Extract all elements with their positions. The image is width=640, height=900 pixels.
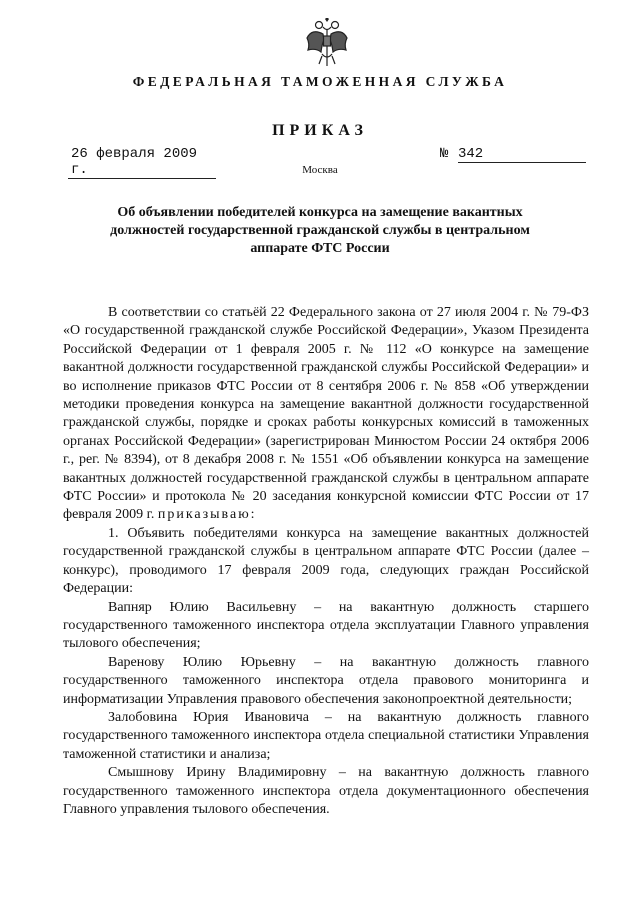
order-city: Москва: [302, 164, 338, 176]
order-body: [63, 304, 589, 819]
agency-name: ФЕДЕРАЛЬНАЯ ТАМОЖЕННАЯ СЛУЖБА: [132, 74, 508, 89]
order-subject: Об объявлении победителей конкурса на замещение вакантных должностей государственной гражданской службы в центральном аппарате ФТС России: [110, 205, 530, 256]
order-number-label: №: [440, 146, 449, 162]
winner-paragraph: Варенову Юлию Юрьевну – на вакантную должность главного государственного таможенного инспектора отдела правового мониторинга и информатизации Управления правового обеспечения законопроектной деятельности;: [63, 654, 589, 707]
winner-paragraph: Вапняр Юлию Васильевну – на вакантную должность старшего государственного таможенного инспектора отдела эксплуатации Главного управления тылового обеспечения;: [63, 599, 589, 652]
winner-paragraph: Залобовина Юрия Ивановича – на вакантную должность главного государственного таможенного инспектора отдела специальной статистики Управления таможенной статистики и анализа;: [63, 709, 589, 762]
order-date: 26 февраля 2009 г.: [68, 146, 216, 179]
winner-paragraph: Смышнову Ирину Владимировну – на вакантную должность главного государственного таможенного инспектора отдела документационного обеспечения Главного управления тылового обеспечения.: [63, 765, 589, 817]
item-1-paragraph: 1. Объявить победителями конкурса на замещение вакантных должностей государственной гражданской службы в центральном аппарате ФТС России (далее – конкурс), проводимого 17 февраля 2009 года, следующих граждан Российской Федерации:: [63, 525, 589, 597]
double-headed-eagle-icon: [304, 18, 350, 68]
preamble-paragraph: [63, 304, 589, 525]
order-word: приказываю:: [157, 507, 257, 523]
document-type-title: ПРИКАЗ: [272, 122, 368, 139]
preamble-text: В соответствии со статьёй 22 Федерального закона от 27 июля 2004 г. № 79-ФЗ «О государственной гражданской службе Российской Федерации», Указом Президента Российской Федерации от 1 февраля 2005 г. № 112 «О конкурсе на замещение вакантной должности государственной гражданской службы Российской Федерации» и во исполнение приказов ФТС России от 8 сентября 2006 г. № 858 «Об утверждении методики проведения конкурса на замещение вакантной должности государственной гражданской службы, порядке и сроках работы конкурсных комиссий в таможенных органах Российской Федерации» (зарегистрирован Минюстом России 24 октября 2006 г., рег. № 8394), от 8 декабря 2008 г. № 1551 «Об объявлении конкурса на замещение вакантных должностей государственной гражданской службы в центральном аппарате ФТС России» и протокола № 20 заседания конкурсной комиссии ФТС России от 17 февраля 2009 г.: [63, 305, 589, 523]
order-number: 342: [458, 146, 586, 163]
